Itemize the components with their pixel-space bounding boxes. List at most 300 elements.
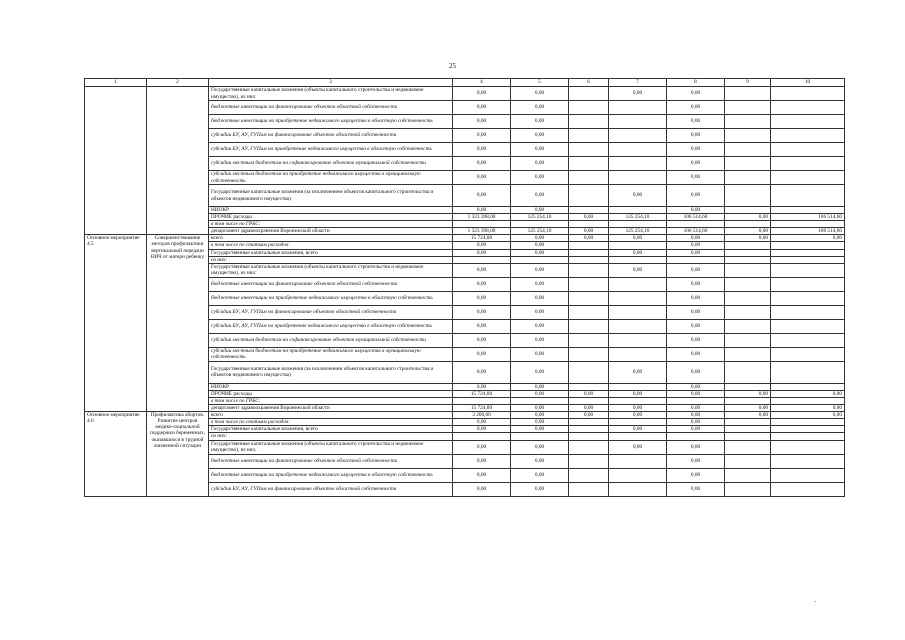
value-cell: 0,00 — [569, 390, 609, 397]
expense-item: в том числе по ГРБС: — [209, 397, 453, 404]
activity-name — [147, 87, 209, 235]
value-cell — [771, 185, 845, 207]
expense-item: бюджетные инвестиции на приобретение недвижимого имущества в областную собственность — [209, 115, 453, 129]
expense-item: департамент здравоохранения Воронежской области — [209, 228, 453, 235]
budget-table — [84, 78, 845, 497]
value-cell — [609, 305, 667, 319]
value-cell: 0,00 — [667, 333, 725, 347]
value-cell: 0,00 — [511, 171, 569, 185]
expense-item: субсидии БУ, АУ, ГУПам на приобретение недвижимого имущества в областную собственность — [209, 143, 453, 157]
expense-item: департамент здравоохранения Воронежской области — [209, 405, 453, 412]
value-cell — [725, 319, 771, 333]
value-cell: 0,00 — [453, 426, 511, 433]
value-cell: 0,00 — [609, 235, 667, 242]
value-cell — [725, 468, 771, 482]
value-cell: 0,00 — [725, 405, 771, 412]
value-cell — [725, 333, 771, 347]
value-cell — [609, 454, 667, 468]
value-cell — [609, 277, 667, 291]
value-cell — [771, 171, 845, 185]
value-cell: 1 323 398,00 — [453, 228, 511, 235]
column-header: 4 — [453, 79, 511, 87]
value-cell — [725, 419, 771, 426]
value-cell: 0,00 — [453, 87, 511, 101]
value-cell: 0,00 — [511, 333, 569, 347]
value-cell — [569, 361, 609, 383]
value-cell: 125 254,10 — [511, 228, 569, 235]
column-header: 9 — [725, 79, 771, 87]
value-cell — [569, 397, 609, 404]
activity-number: Основное мероприятие 4.5 — [85, 235, 147, 412]
expense-item: из них: — [209, 256, 453, 263]
expense-item: Государственные капитальные вложения (объекты капитального строительства и недвижимое имущество), из них: — [209, 440, 453, 454]
value-cell — [667, 221, 725, 228]
value-cell — [725, 277, 771, 291]
value-cell — [609, 482, 667, 496]
value-cell: 3 200,00 — [453, 412, 511, 419]
value-cell — [569, 263, 609, 277]
value-cell: 0,00 — [511, 129, 569, 143]
value-cell — [569, 171, 609, 185]
value-cell: 0,00 — [511, 468, 569, 482]
value-cell: 106 514,60 — [771, 228, 845, 235]
value-cell — [609, 468, 667, 482]
value-cell: 0,00 — [511, 405, 569, 412]
value-cell — [771, 440, 845, 454]
value-cell: 0,00 — [569, 214, 609, 221]
value-cell: 0,00 — [771, 412, 845, 419]
value-cell: 0,00 — [453, 129, 511, 143]
value-cell: 0,00 — [453, 468, 511, 482]
table-row — [85, 87, 845, 101]
column-header: 2 — [147, 79, 209, 87]
value-cell: 0,00 — [667, 129, 725, 143]
value-cell: 0,00 — [609, 263, 667, 277]
value-cell — [569, 185, 609, 207]
value-cell — [771, 433, 845, 440]
value-cell: 0,00 — [667, 207, 725, 214]
value-cell — [609, 143, 667, 157]
value-cell — [725, 397, 771, 404]
value-cell — [725, 361, 771, 383]
value-cell — [609, 256, 667, 263]
value-cell: 0,00 — [511, 101, 569, 115]
value-cell: 0,00 — [511, 412, 569, 419]
value-cell — [667, 397, 725, 404]
value-cell: 0,00 — [511, 207, 569, 214]
value-cell: 0,00 — [667, 405, 725, 412]
value-cell: 0,00 — [569, 405, 609, 412]
value-cell: 0,00 — [667, 383, 725, 390]
value-cell: 0,00 — [511, 426, 569, 433]
value-cell — [569, 347, 609, 361]
value-cell: 0,00 — [453, 305, 511, 319]
value-cell — [609, 319, 667, 333]
value-cell: 0,00 — [453, 157, 511, 171]
value-cell — [771, 333, 845, 347]
value-cell — [609, 115, 667, 129]
value-cell — [609, 157, 667, 171]
expense-item: в том числе по ГРБС: — [209, 221, 453, 228]
value-cell — [569, 333, 609, 347]
value-cell — [609, 347, 667, 361]
value-cell — [771, 468, 845, 482]
value-cell: 0,00 — [511, 319, 569, 333]
column-header: 5 — [511, 79, 569, 87]
value-cell — [453, 256, 511, 263]
value-cell — [771, 157, 845, 171]
expense-item: субсидии БУ, АУ, ГУПам на приобретение недвижимого имущества в областную собственность — [209, 319, 453, 333]
value-cell — [771, 319, 845, 333]
value-cell: 0,00 — [453, 101, 511, 115]
value-cell: 0,00 — [569, 235, 609, 242]
value-cell: 0,00 — [667, 101, 725, 115]
value-cell — [725, 263, 771, 277]
expense-item: бюджетные инвестиции на финансирование объектов областной собственности — [209, 454, 453, 468]
value-cell: 0,00 — [667, 347, 725, 361]
expense-item: Государственные капитальные вложения (объекты капитального строительства и недвижимое имущество), из них: — [209, 263, 453, 277]
column-header: 1 — [85, 79, 147, 87]
value-cell: 0,00 — [453, 277, 511, 291]
expense-item: ПРОЧИЕ расходы — [209, 390, 453, 397]
value-cell: 0,00 — [453, 333, 511, 347]
value-cell — [569, 143, 609, 157]
expense-item: Государственные капитальные вложения, всего — [209, 426, 453, 433]
value-cell — [609, 242, 667, 249]
value-cell: 0,00 — [725, 214, 771, 221]
expense-item: бюджетные инвестиции на финансирование объектов областной собственности — [209, 277, 453, 291]
value-cell — [725, 221, 771, 228]
value-cell — [771, 242, 845, 249]
value-cell: 1 323 398,00 — [453, 214, 511, 221]
value-cell — [725, 454, 771, 468]
value-cell — [725, 291, 771, 305]
value-cell — [569, 129, 609, 143]
value-cell — [511, 256, 569, 263]
value-cell: 0,00 — [511, 305, 569, 319]
value-cell: 0,00 — [725, 412, 771, 419]
value-cell — [771, 256, 845, 263]
value-cell — [771, 419, 845, 426]
value-cell — [569, 305, 609, 319]
value-cell — [725, 87, 771, 101]
value-cell — [771, 249, 845, 256]
value-cell — [511, 433, 569, 440]
value-cell — [725, 433, 771, 440]
value-cell: 0,00 — [667, 291, 725, 305]
expense-item: из них: — [209, 433, 453, 440]
value-cell — [725, 347, 771, 361]
value-cell: 0,00 — [453, 185, 511, 207]
value-cell — [609, 433, 667, 440]
value-cell — [569, 242, 609, 249]
value-cell: 0,00 — [667, 235, 725, 242]
expense-item: бюджетные инвестиции на приобретение недвижимого имущества в областную собственность — [209, 468, 453, 482]
value-cell: 0,00 — [609, 87, 667, 101]
value-cell — [609, 129, 667, 143]
value-cell: 0,00 — [453, 419, 511, 426]
value-cell: 0,00 — [511, 249, 569, 256]
value-cell: 0,00 — [667, 468, 725, 482]
value-cell — [725, 383, 771, 390]
value-cell: 0,00 — [511, 235, 569, 242]
value-cell: 0,00 — [569, 228, 609, 235]
value-cell — [569, 277, 609, 291]
value-cell — [569, 383, 609, 390]
value-cell: 0,00 — [453, 291, 511, 305]
value-cell — [725, 101, 771, 115]
value-cell — [725, 242, 771, 249]
value-cell: 0,00 — [609, 412, 667, 419]
value-cell — [771, 347, 845, 361]
value-cell: 0,00 — [511, 87, 569, 101]
value-cell: 0,00 — [609, 405, 667, 412]
value-cell: 0,00 — [453, 242, 511, 249]
value-cell: 0,00 — [667, 263, 725, 277]
value-cell — [771, 129, 845, 143]
expense-item: Государственные капитальные вложения (за исключением объектов капитального строительства и объектов недвижимого имущества) — [209, 185, 453, 207]
value-cell: 0,00 — [511, 347, 569, 361]
activity-number: Основное мероприятие 4.6 — [85, 412, 147, 496]
value-cell — [569, 101, 609, 115]
value-cell — [609, 397, 667, 404]
value-cell: 0,00 — [667, 171, 725, 185]
value-cell: 0,00 — [511, 242, 569, 249]
value-cell: 15 724,00 — [453, 235, 511, 242]
table-row — [85, 412, 845, 419]
value-cell — [569, 319, 609, 333]
expense-item: всего — [209, 235, 453, 242]
value-cell: 0,00 — [511, 454, 569, 468]
value-cell — [725, 185, 771, 207]
value-cell: 0,00 — [453, 347, 511, 361]
value-cell: 0,00 — [609, 440, 667, 454]
value-cell — [725, 249, 771, 256]
value-cell — [725, 157, 771, 171]
value-cell — [569, 440, 609, 454]
value-cell: 0,00 — [609, 249, 667, 256]
value-cell — [453, 221, 511, 228]
value-cell: 0,00 — [511, 440, 569, 454]
value-cell — [771, 221, 845, 228]
value-cell — [771, 454, 845, 468]
activity-name: Профилактика абортов. Развитие центров медико-социальной поддержки беременных, оказавшихся в трудной жизненной ситуации — [147, 412, 209, 496]
value-cell: 106 514,60 — [771, 214, 845, 221]
value-cell: 0,00 — [725, 390, 771, 397]
value-cell: 125 254,10 — [511, 214, 569, 221]
value-cell — [609, 419, 667, 426]
column-header: 3 — [209, 79, 453, 87]
value-cell — [771, 101, 845, 115]
value-cell — [569, 482, 609, 496]
value-cell: 0,00 — [453, 319, 511, 333]
value-cell: 0,00 — [667, 426, 725, 433]
value-cell: 0,00 — [771, 390, 845, 397]
value-cell — [609, 207, 667, 214]
value-cell — [771, 397, 845, 404]
value-cell: 0,00 — [453, 115, 511, 129]
value-cell: 0,00 — [511, 115, 569, 129]
value-cell — [771, 87, 845, 101]
value-cell — [569, 207, 609, 214]
value-cell: 0,00 — [453, 361, 511, 383]
expense-item: субсидии местным бюджетам на приобретение недвижимого имущества в муниципальную собственность — [209, 347, 453, 361]
value-cell — [569, 419, 609, 426]
value-cell — [511, 221, 569, 228]
value-cell: 0,00 — [511, 263, 569, 277]
value-cell: 0,00 — [453, 263, 511, 277]
value-cell — [569, 433, 609, 440]
value-cell: 0,00 — [453, 454, 511, 468]
value-cell — [771, 207, 845, 214]
value-cell: 15 724,00 — [453, 390, 511, 397]
expense-item: НИОКР — [209, 383, 453, 390]
value-cell: 0,00 — [667, 419, 725, 426]
expense-item: Государственные капитальные вложения (объекты капитального строительства и недвижимое имущество), из них: — [209, 87, 453, 101]
value-cell: 0,00 — [511, 361, 569, 383]
value-cell — [453, 433, 511, 440]
value-cell: 0,00 — [511, 419, 569, 426]
value-cell — [725, 426, 771, 433]
value-cell: 0,00 — [609, 426, 667, 433]
value-cell: 0,00 — [667, 277, 725, 291]
value-cell: 0,00 — [667, 115, 725, 129]
expense-item: субсидии БУ, АУ, ГУПам на финансирование объектов областной собственности — [209, 482, 453, 496]
expense-item: в том числе по статьям расходов: — [209, 419, 453, 426]
activity-number — [85, 87, 147, 235]
value-cell: 0,00 — [453, 143, 511, 157]
expense-item: Государственные капитальные вложения (за исключением объектов капитального строительства и объектов недвижимого имущества) — [209, 361, 453, 383]
value-cell: 125 254,10 — [609, 228, 667, 235]
header-row — [85, 79, 845, 87]
value-cell — [609, 171, 667, 185]
value-cell: 0,00 — [511, 277, 569, 291]
value-cell — [609, 221, 667, 228]
value-cell: 0,00 — [667, 143, 725, 157]
value-cell: 106 514,60 — [667, 214, 725, 221]
value-cell — [771, 115, 845, 129]
value-cell — [569, 221, 609, 228]
value-cell: 0,00 — [609, 361, 667, 383]
table-body — [85, 87, 845, 497]
value-cell: 0,00 — [511, 185, 569, 207]
column-header: 7 — [609, 79, 667, 87]
value-cell: 0,00 — [667, 319, 725, 333]
value-cell: 0,00 — [667, 482, 725, 496]
value-cell: 0,00 — [569, 412, 609, 419]
value-cell: 0,00 — [667, 361, 725, 383]
value-cell: 0,00 — [725, 235, 771, 242]
value-cell: 0,00 — [453, 171, 511, 185]
value-cell — [609, 101, 667, 115]
value-cell — [609, 383, 667, 390]
value-cell — [569, 468, 609, 482]
value-cell — [771, 383, 845, 390]
value-cell: 0,00 — [453, 383, 511, 390]
expense-item: субсидии БУ, АУ, ГУПам на финансирование объектов областной собственности — [209, 129, 453, 143]
column-header: 8 — [667, 79, 725, 87]
value-cell: 125 254,10 — [609, 214, 667, 221]
value-cell: 0,00 — [511, 143, 569, 157]
value-cell — [771, 143, 845, 157]
value-cell — [771, 482, 845, 496]
value-cell: 0,00 — [453, 440, 511, 454]
value-cell: 0,00 — [667, 249, 725, 256]
value-cell: 0,00 — [667, 185, 725, 207]
value-cell — [569, 256, 609, 263]
value-cell: 0,00 — [667, 390, 725, 397]
expense-item: бюджетные инвестиции на приобретение недвижимого имущества в областную собственность — [209, 291, 453, 305]
value-cell: 0,00 — [667, 440, 725, 454]
value-cell — [725, 440, 771, 454]
activity-name: Совершенствование методов профилактики вертикальной передачи ВИЧ от матери ребенку — [147, 235, 209, 412]
value-cell: 0,00 — [511, 157, 569, 171]
value-cell: 0,00 — [725, 228, 771, 235]
expense-item: субсидии местным бюджетам на софинансирование объектов муниципальной собственности — [209, 157, 453, 171]
value-cell: 0,00 — [511, 482, 569, 496]
value-cell: 0,00 — [511, 390, 569, 397]
value-cell — [725, 115, 771, 129]
value-cell — [725, 482, 771, 496]
value-cell — [569, 291, 609, 305]
expense-item: Государственные капитальные вложения, всего — [209, 249, 453, 256]
value-cell — [725, 129, 771, 143]
value-cell — [725, 305, 771, 319]
value-cell — [725, 143, 771, 157]
value-cell — [569, 454, 609, 468]
value-cell — [609, 291, 667, 305]
value-cell — [667, 433, 725, 440]
value-cell: 0,00 — [453, 482, 511, 496]
value-cell: 0,00 — [511, 383, 569, 390]
value-cell — [453, 397, 511, 404]
value-cell — [511, 397, 569, 404]
expense-item: НИОКР — [209, 207, 453, 214]
value-cell: 0,00 — [609, 185, 667, 207]
value-cell: 0,00 — [667, 412, 725, 419]
expense-item: в том числе по статьям расходов: — [209, 242, 453, 249]
value-cell: 106 514,60 — [667, 228, 725, 235]
value-cell: 15 724,00 — [453, 405, 511, 412]
value-cell: 0,00 — [609, 390, 667, 397]
value-cell — [569, 115, 609, 129]
column-header: 10 — [771, 79, 845, 87]
expense-item: субсидии местным бюджетам на софинансирование объектов муниципальной собственности — [209, 333, 453, 347]
value-cell: 0,00 — [667, 242, 725, 249]
value-cell — [771, 277, 845, 291]
value-cell — [771, 291, 845, 305]
value-cell: 0,00 — [453, 249, 511, 256]
expense-item: субсидии местным бюджетам на приобретение недвижимого имущества в муниципальную собственность — [209, 171, 453, 185]
expense-item: бюджетные инвестиции на финансирование объектов областной собственности — [209, 101, 453, 115]
table-row — [85, 235, 845, 242]
value-cell: 0,00 — [453, 207, 511, 214]
column-header: 6 — [569, 79, 609, 87]
value-cell — [725, 207, 771, 214]
expense-item: субсидии БУ, АУ, ГУПам на финансирование объектов областной собственности — [209, 305, 453, 319]
value-cell — [609, 333, 667, 347]
value-cell — [771, 305, 845, 319]
value-cell — [569, 426, 609, 433]
expense-item: ПРОЧИЕ расходы — [209, 214, 453, 221]
value-cell — [569, 157, 609, 171]
value-cell: 0,00 — [771, 405, 845, 412]
value-cell: 0,00 — [511, 291, 569, 305]
value-cell — [725, 256, 771, 263]
value-cell — [771, 361, 845, 383]
value-cell: 0,00 — [667, 454, 725, 468]
value-cell: 0,00 — [771, 235, 845, 242]
